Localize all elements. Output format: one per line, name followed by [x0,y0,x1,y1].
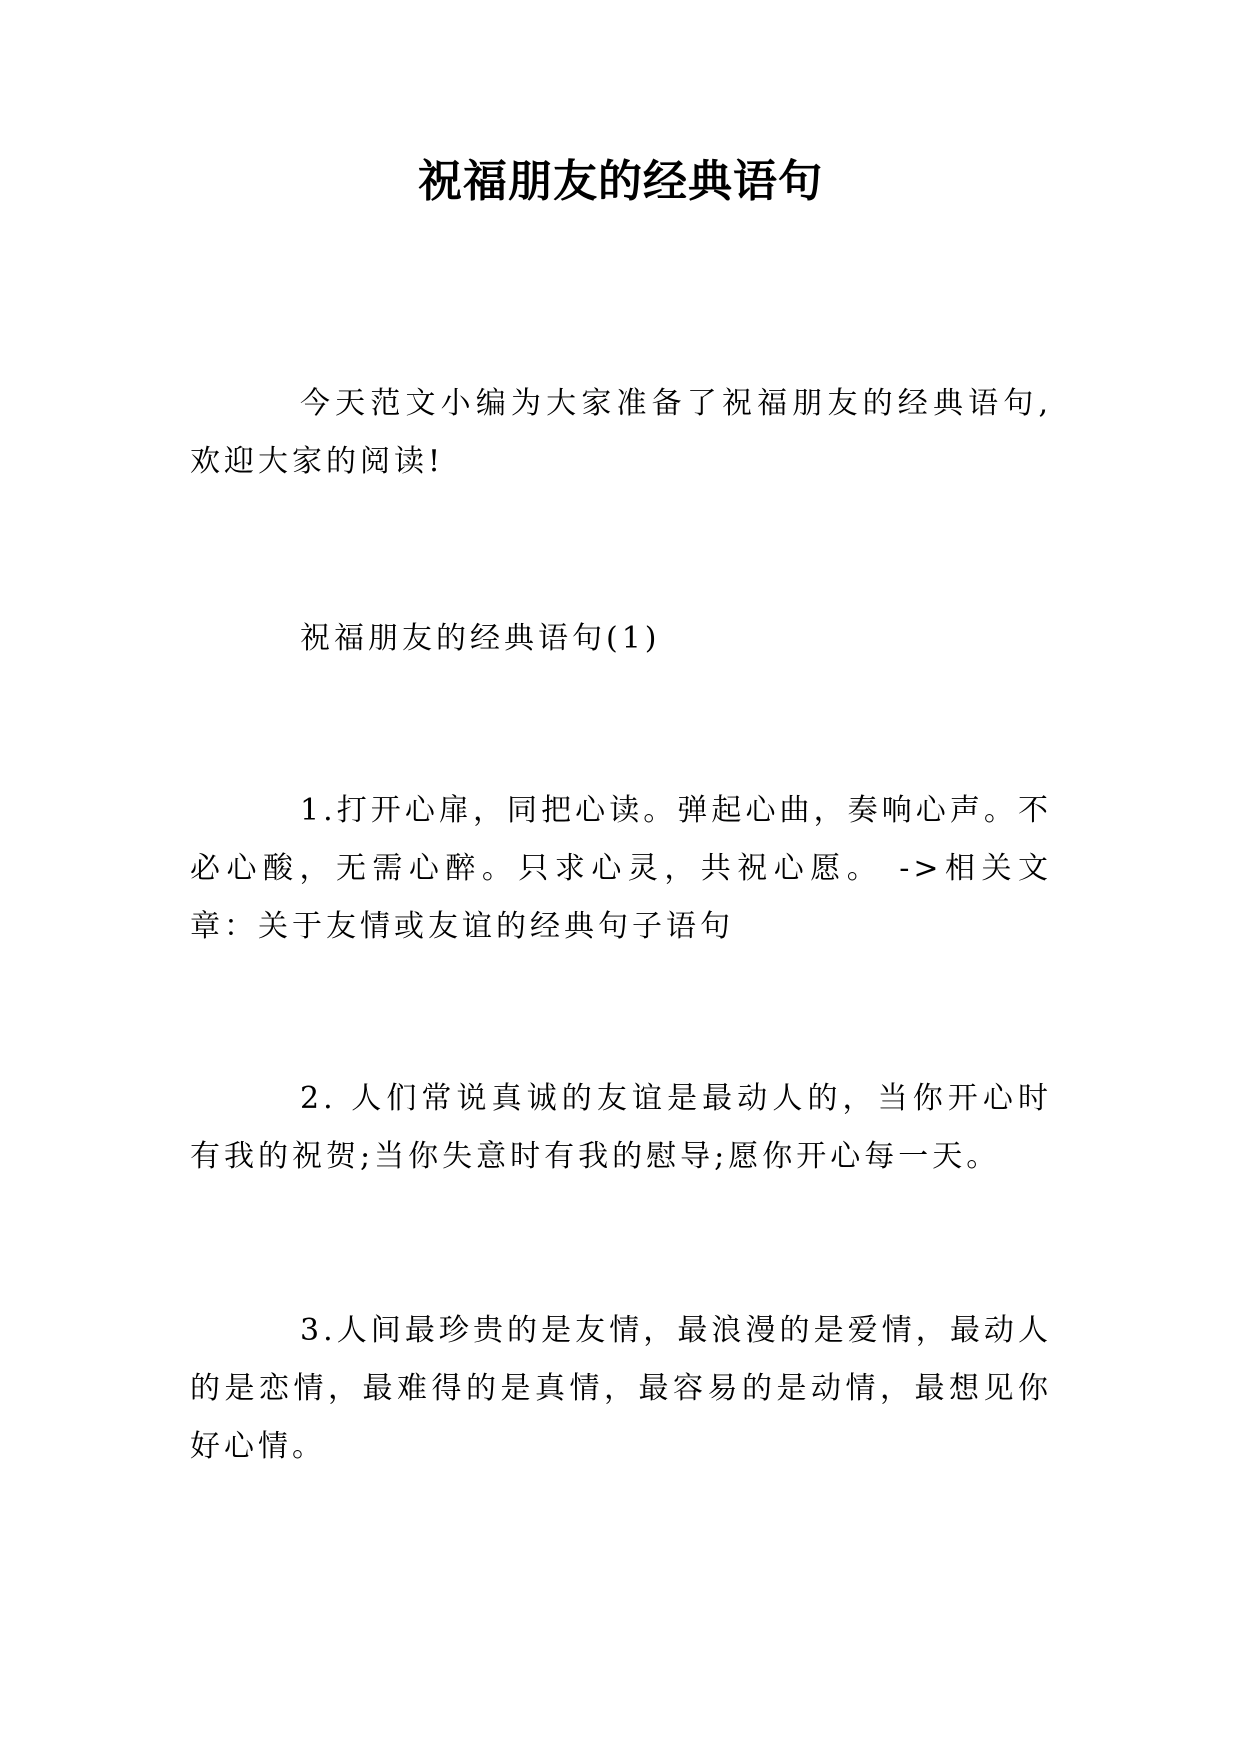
list-item: 3.人间最珍贵的是友情，最浪漫的是爱情，最动人的是恋情，最难得的是真情，最容易的是动情，最想见你好心情。 [190,1313,1052,1464]
list-item: 1.打开心扉，同把心读。弹起心曲，奏响心声。不必心酸，无需心醉。只求心灵，共祝心愿。 ->相关文章：关于友情或友谊的经典句子语句 [190,793,1052,944]
list-item: 2. 人们常说真诚的友谊是最动人的，当你开心时有我的祝贺;当你失意时有我的慰导;愿你开心每一天。 [190,1081,1052,1174]
document-title: 祝福朋友的经典语句 [418,156,823,207]
intro-paragraph: 今天范文小编为大家准备了祝福朋友的经典语句,欢迎大家的阅读! [190,386,1052,479]
section-heading: 祝福朋友的经典语句(1) [300,621,661,656]
